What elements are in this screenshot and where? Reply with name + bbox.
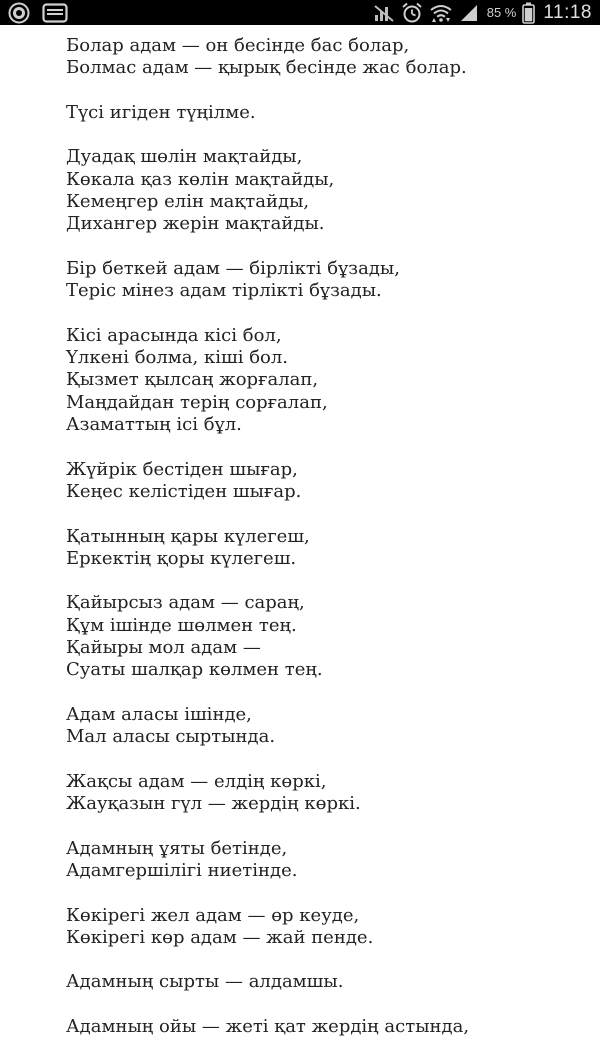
text-line: Суаты шалқар көлмен тең. — [66, 659, 323, 681]
text-line: Дихангер жерін мақтайды. — [66, 213, 325, 235]
status-bar-left — [8, 3, 68, 22]
text-line: Болар адам — он бесінде бас болар, — [66, 35, 410, 56]
stanza — [66, 592, 586, 681]
text-line: Кеңес келістіден шығар. — [66, 480, 302, 502]
stanza — [66, 1016, 586, 1038]
text-line: Қайырсыз адам — сараң, — [66, 592, 305, 614]
app-circle-icon — [8, 2, 30, 24]
stanza — [66, 35, 586, 80]
text-line: Қайыры мол адам — — [66, 637, 261, 659]
text-line: Адам аласы ішінде, — [66, 703, 252, 725]
text-line: Жақсы адам — елдің көркі, — [66, 770, 327, 792]
stanza — [66, 704, 586, 749]
text-line: Кісі арасында кісі бол, — [66, 324, 282, 346]
text-line: Дуадақ шөлін мақтайды, — [66, 146, 303, 168]
reading-content — [66, 35, 586, 1061]
text-line: Кемеңгер елін мақтайды, — [66, 191, 310, 213]
text-line: Болмас адам — қырық бесінде жас болар. — [66, 57, 467, 79]
stanza — [66, 526, 586, 571]
text-line: Бір беткей адам — бірлікті бұзады, — [66, 257, 400, 279]
stanza — [66, 971, 586, 993]
status-bar — [0, 0, 600, 25]
stanza — [66, 771, 586, 816]
text-line: Адамның сырты — алдамшы. — [66, 971, 344, 993]
text-line: Еркектің қоры күлегеш. — [66, 547, 297, 569]
text-line: Үлкені болма, кіші бол. — [66, 347, 289, 369]
text-line: Көкірегі көр адам — жай пенде. — [66, 926, 374, 948]
alarm-icon — [401, 2, 423, 24]
battery-icon — [522, 2, 535, 24]
text-line: Азаматтың ісі бұл. — [66, 414, 242, 436]
text-line: Адамның ойы — жеті қат жердің астында, — [66, 1016, 470, 1038]
stanza — [66, 102, 586, 124]
text-line: Адамның ұяты бетінде, — [66, 837, 288, 859]
wifi-icon — [429, 3, 453, 23]
browser-window-icon — [42, 3, 68, 23]
text-line: Мал аласы сыртында. — [66, 726, 276, 748]
text-line: Қызмет қылсаң жорғалап, — [66, 369, 319, 391]
text-line: Түсі игіден түңілме. — [66, 101, 256, 123]
stanza — [66, 838, 586, 883]
stanza — [66, 905, 586, 950]
text-line: Адамгершілігі ниетінде. — [66, 859, 298, 881]
text-line: Теріс мінез адам тірлікті бұзады. — [66, 280, 382, 302]
stanza — [66, 258, 586, 303]
battery-percent: 85 % — [486, 5, 517, 20]
text-line: Құм ішінде шөлмен тең. — [66, 614, 297, 636]
text-line: Көкала қаз көлін мақтайды, — [66, 168, 335, 190]
status-bar-right — [373, 0, 592, 25]
stanza — [66, 459, 586, 504]
text-line: Жүйрік бестіден шығар, — [66, 458, 298, 480]
text-line: Жауқазын гүл — жердің көркі. — [66, 793, 361, 815]
cellular-signal-icon — [459, 3, 479, 23]
text-line: Қатынның қары күлегеш, — [66, 525, 310, 547]
stanza — [66, 146, 586, 235]
text-line: Маңдайдан терің сорғалап, — [66, 391, 328, 413]
stanza — [66, 325, 586, 436]
clock-time: 11:18 — [543, 1, 592, 23]
signal-off-icon — [373, 3, 395, 23]
text-line: Көкірегі жел адам — өр кеуде, — [66, 904, 360, 926]
